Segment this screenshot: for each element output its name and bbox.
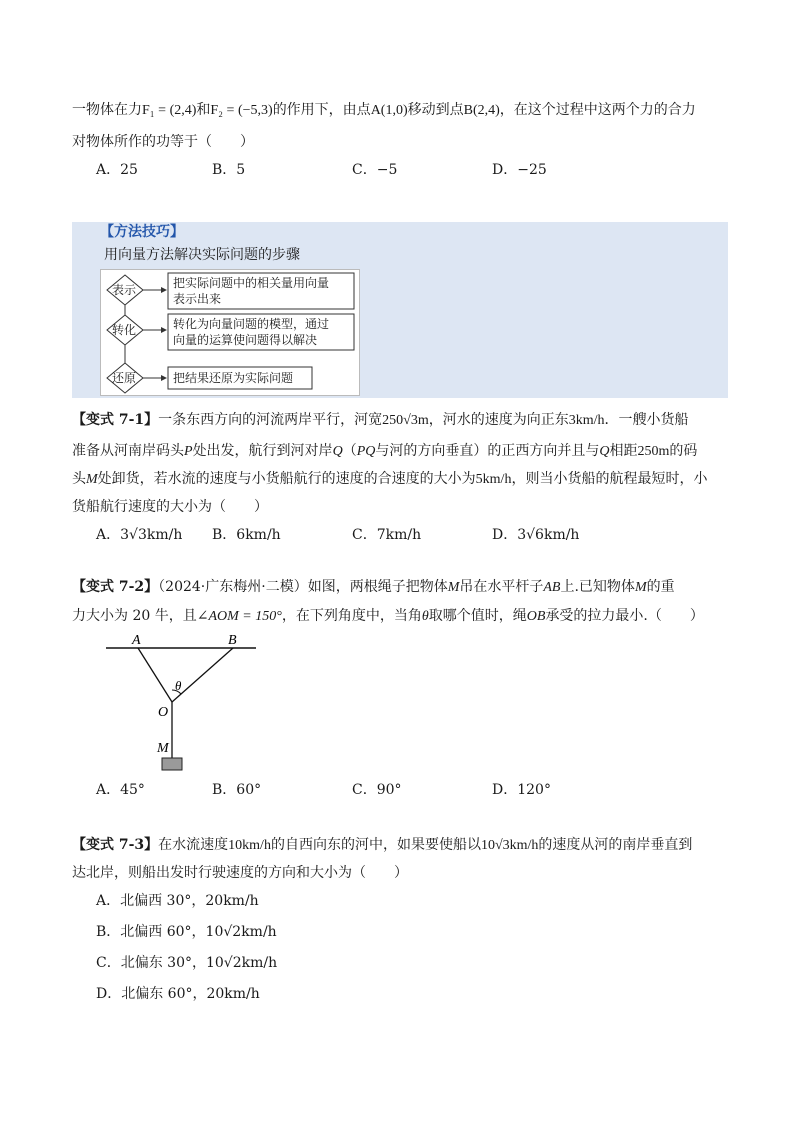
text: 承受的拉力最小.（ ）	[545, 608, 704, 624]
point-p: P	[184, 444, 193, 459]
q72-line-2	[72, 606, 704, 627]
text: 的作用下，由点	[272, 102, 371, 118]
step-label-1: 表示	[112, 283, 137, 297]
q71-line-2	[72, 441, 697, 462]
q0-option-d[interactable]: D．−25	[492, 162, 547, 178]
text: 处出发，航行到河对岸	[192, 443, 333, 459]
q71-line-1	[72, 410, 689, 431]
q72-option-b[interactable]: B．60°	[212, 782, 262, 798]
point-a: A(1,0)	[370, 103, 408, 118]
angle-aom: ∠AOM = 150°	[196, 609, 282, 624]
text: 准备从河南岸码头	[72, 443, 184, 459]
label-a: A	[132, 633, 141, 648]
text: 的重	[646, 579, 675, 595]
point-q: Q	[599, 444, 610, 459]
q71-option-a[interactable]: A．3√3km/h	[96, 527, 183, 543]
q72-line-1	[72, 577, 675, 598]
object-m: M	[447, 580, 460, 595]
arrow-head-2	[161, 327, 167, 333]
text: 处卸货，若水流的速度与小货船航行的速度的合速度的大小为	[97, 471, 476, 487]
boat-speed: 10√3km/h	[480, 838, 539, 853]
rope-ob: OB	[526, 609, 546, 624]
q71-label: 【变式 7-1】	[72, 412, 159, 428]
text: 与河的方向垂直）的正西方向并且与	[375, 443, 600, 459]
text: 一条东西方向的河流两岸平行，河宽	[158, 412, 383, 428]
q72-label: 【变式 7-2】	[72, 579, 159, 595]
text: （	[342, 443, 357, 459]
flowchart	[100, 269, 360, 396]
q72-option-c[interactable]: C．90°	[352, 782, 402, 798]
method-tip-title: 【方法技巧】	[100, 224, 184, 240]
q71-option-d[interactable]: D．3√6km/h	[492, 527, 580, 543]
q73-line-2: 达北岸，则船出发时行驶速度的方向和大小为（ ）	[72, 865, 408, 881]
rope-ob-line	[172, 648, 233, 702]
point-q: Q	[332, 444, 343, 459]
step-box-1-line-1: 把实际问题中的相关量用向量	[173, 276, 330, 290]
rope-oa	[138, 648, 172, 702]
q71-option-b[interactable]: B．6km/h	[212, 527, 281, 543]
text: 的自西向东的河中，如果要使船以	[270, 837, 481, 853]
q0-option-a[interactable]: A．25	[96, 162, 138, 178]
q0-line-1	[72, 100, 696, 121]
label-b: B	[228, 633, 237, 648]
text: 移动到点	[407, 102, 464, 118]
angle-theta: θ	[421, 609, 429, 624]
arrow-head-3	[161, 375, 167, 381]
q73-option-c[interactable]: C．北偏东 30°，10√2km/h	[96, 955, 278, 971]
text: 和	[196, 102, 211, 118]
label-o: O	[158, 705, 169, 720]
text: 的码	[669, 443, 698, 459]
text: ，则当小货船的航程最短时，小	[511, 471, 708, 487]
q73-option-d[interactable]: D．北偏东 60°，20km/h	[96, 986, 260, 1002]
q71-line-4: 货船航行速度的大小为（ ）	[72, 499, 268, 515]
q0-line-2: 对物体所作的功等于（ ）	[72, 134, 254, 150]
text: ，河水的速度为向正东	[428, 412, 569, 428]
mass-block	[162, 758, 182, 770]
force-f2: F₂ = (−5,3)	[210, 103, 273, 118]
q71-line-3	[72, 469, 707, 490]
hanging-mass-figure	[96, 630, 266, 775]
step-box-3-text: 把结果还原为实际问题	[173, 371, 294, 385]
text: 吊在水平杆子	[459, 579, 544, 595]
text: 上.已知物体	[560, 579, 635, 595]
text: 相距	[609, 443, 638, 459]
text: 力大小为 20 牛，且	[72, 608, 197, 624]
distance: 250m	[637, 444, 670, 459]
q73-option-a[interactable]: A．北偏西 30°，20km/h	[96, 893, 259, 909]
segment-pq: PQ	[356, 444, 376, 459]
combined-speed: 5km/h	[475, 472, 512, 487]
step-box-2-line-1: 转化为向量问题的模型，通过	[173, 317, 330, 331]
text: ．一艘小货船	[604, 412, 689, 428]
label-m: M	[157, 741, 169, 756]
step-box-1-line-2: 表示出来	[173, 292, 222, 306]
water-speed: 10km/h	[228, 838, 271, 853]
method-tip-subtitle: 用向量方法解决实际问题的步骤	[104, 247, 300, 263]
q73-option-b[interactable]: B．北偏西 60°，10√2km/h	[96, 924, 277, 940]
step-box-2-line-2: 向量的运算使问题得以解决	[173, 333, 318, 347]
q0-option-b[interactable]: B．5	[212, 162, 246, 178]
step-label-2: 转化	[112, 323, 137, 337]
q73-label: 【变式 7-3】	[72, 837, 159, 853]
text: ，在下列角度中，当角	[281, 608, 422, 624]
arrow-head-1	[161, 287, 167, 293]
text: ，在这个过程中这两个力的合力	[499, 102, 696, 118]
text: 在水流速度	[158, 837, 229, 853]
force-f1: F₁ = (2,4)	[142, 103, 197, 118]
object-m: M	[634, 580, 647, 595]
q71-option-c[interactable]: C．7km/h	[352, 527, 422, 543]
river-width: 250√3m	[382, 413, 429, 428]
q72-option-d[interactable]: D．120°	[492, 782, 551, 798]
text: 取哪个值时，绳	[428, 608, 527, 624]
text: 的速度从河的南岸垂直到	[538, 837, 693, 853]
point-b: B(2,4)	[463, 103, 500, 118]
bar-ab: AB	[543, 580, 561, 595]
text: 头	[72, 471, 86, 487]
water-speed: 3km/h	[568, 413, 605, 428]
step-label-3: 还原	[112, 371, 137, 385]
q72-option-a[interactable]: A．45°	[96, 782, 145, 798]
point-m: M	[86, 472, 98, 487]
q0-option-c[interactable]: C．−5	[352, 162, 398, 178]
text: （2024·广东梅州·二模）如图，两根绳子把物体	[158, 579, 448, 595]
text: 一物体在力	[72, 102, 142, 118]
label-theta: θ	[175, 678, 182, 693]
q73-line-1	[72, 835, 692, 856]
